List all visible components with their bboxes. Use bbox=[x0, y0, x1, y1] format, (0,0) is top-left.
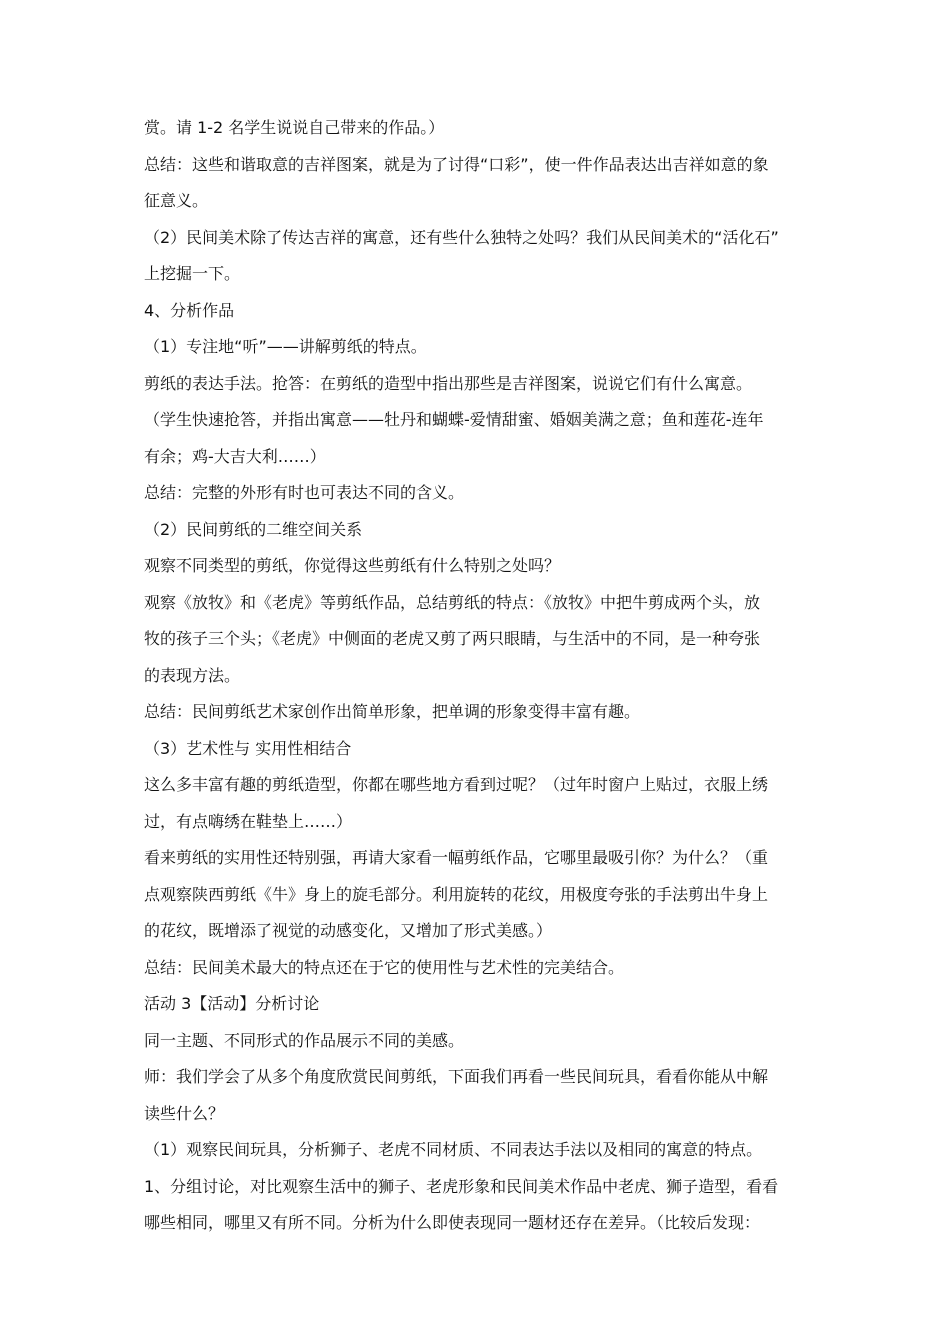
text-line: 1、分组讨论，对比观察生活中的狮子、老虎形象和民间美术作品中老虎、狮子造型，看看 bbox=[144, 1176, 779, 1196]
text-line: （2）民间剪纸的二维空间关系 bbox=[144, 519, 363, 539]
text-line: 观察不同类型的剪纸，你觉得这些剪纸有什么特别之处吗？ bbox=[144, 556, 561, 575]
text-line: 的花纹，既增添了视觉的动感变化，又增加了形式美感。） bbox=[144, 921, 553, 940]
text-line: 点观察陕西剪纸《牛》身上的旋毛部分。利用旋转的花纹，用极度夸张的手法剪出牛身上 bbox=[144, 884, 769, 904]
text-line: 看来剪纸的实用性还特别强，再请大家看一幅剪纸作品，它哪里最吸引你？为什么？（重 bbox=[144, 848, 769, 867]
text-line: （学生快速抢答，并指出寓意——牡丹和蝴蝶-爱情甜蜜、婚姻美满之意；鱼和莲花-连年 bbox=[144, 410, 764, 429]
text-line: （1）观察民间玩具，分析狮子、老虎不同材质、不同表达手法以及相同的寓意的特点。 bbox=[144, 1140, 763, 1159]
document-body bbox=[144, 110, 808, 1242]
text-line: 总结：这些和谐取意的吉祥图案，就是为了讨得“口彩”，使一件作品表达出吉祥如意的象 bbox=[144, 154, 769, 174]
text-line: 哪些相同，哪里又有所不同。分析为什么即使表现同一题材还存在差异。（比较后发现： bbox=[144, 1213, 761, 1232]
text-line: 牧的孩子三个头；《老虎》中侧面的老虎又剪了两只眼睛，与生活中的不同，是一种夸张 bbox=[144, 629, 761, 648]
text-line: 读些什么？ bbox=[144, 1103, 225, 1123]
text-line: 总结：民间剪纸艺术家创作出简单形象，把单调的形象变得丰富有趣。 bbox=[144, 702, 641, 721]
text-line: 同一主题、不同形式的作品展示不同的美感。 bbox=[144, 1030, 465, 1050]
text-line: （3）艺术性与 实用性相结合 bbox=[144, 738, 352, 758]
text-line: （2）民间美术除了传达吉祥的寓意，还有些什么独特之处吗？我们从民间美术的“活化石” bbox=[144, 227, 779, 247]
section-heading: 活动 3【活动】分析讨论 bbox=[144, 994, 320, 1013]
text-line: 剪纸的表达手法。抢答：在剪纸的造型中指出那些是吉祥图案，说说它们有什么寓意。 bbox=[144, 373, 753, 393]
text-line: 有余；鸡-大吉大利……） bbox=[144, 446, 326, 466]
text-line: 总结：完整的外形有时也可表达不同的含义。 bbox=[144, 483, 465, 502]
text-line: （1）专注地“听”——讲解剪纸的特点。 bbox=[144, 337, 427, 356]
text-line: 过，有点嗨绣在鞋垫上……） bbox=[144, 811, 353, 831]
text-line: 这么多丰富有趣的剪纸造型，你都在哪些地方看到过呢？（过年时窗户上贴过，衣服上绣 bbox=[144, 775, 769, 794]
text-line: 征意义。 bbox=[144, 191, 209, 210]
text-line: 观察《放牧》和《老虎》等剪纸作品，总结剪纸的特点：《放牧》中把牛剪成两个头，放 bbox=[144, 592, 761, 612]
text-line: 总结：民间美术最大的特点还在于它的使用性与艺术性的完美结合。 bbox=[144, 957, 625, 977]
text-line: 师：我们学会了从多个角度欣赏民间剪纸，下面我们再看一些民间玩具，看看你能从中解 bbox=[144, 1067, 769, 1086]
section-heading: 4、分析作品 bbox=[144, 300, 235, 320]
text-line: 上挖掘一下。 bbox=[144, 264, 241, 283]
text-line: 赏。请 1-2 名学生说说自己带来的作品。） bbox=[144, 118, 445, 137]
text-line: 的表现方法。 bbox=[144, 665, 241, 685]
